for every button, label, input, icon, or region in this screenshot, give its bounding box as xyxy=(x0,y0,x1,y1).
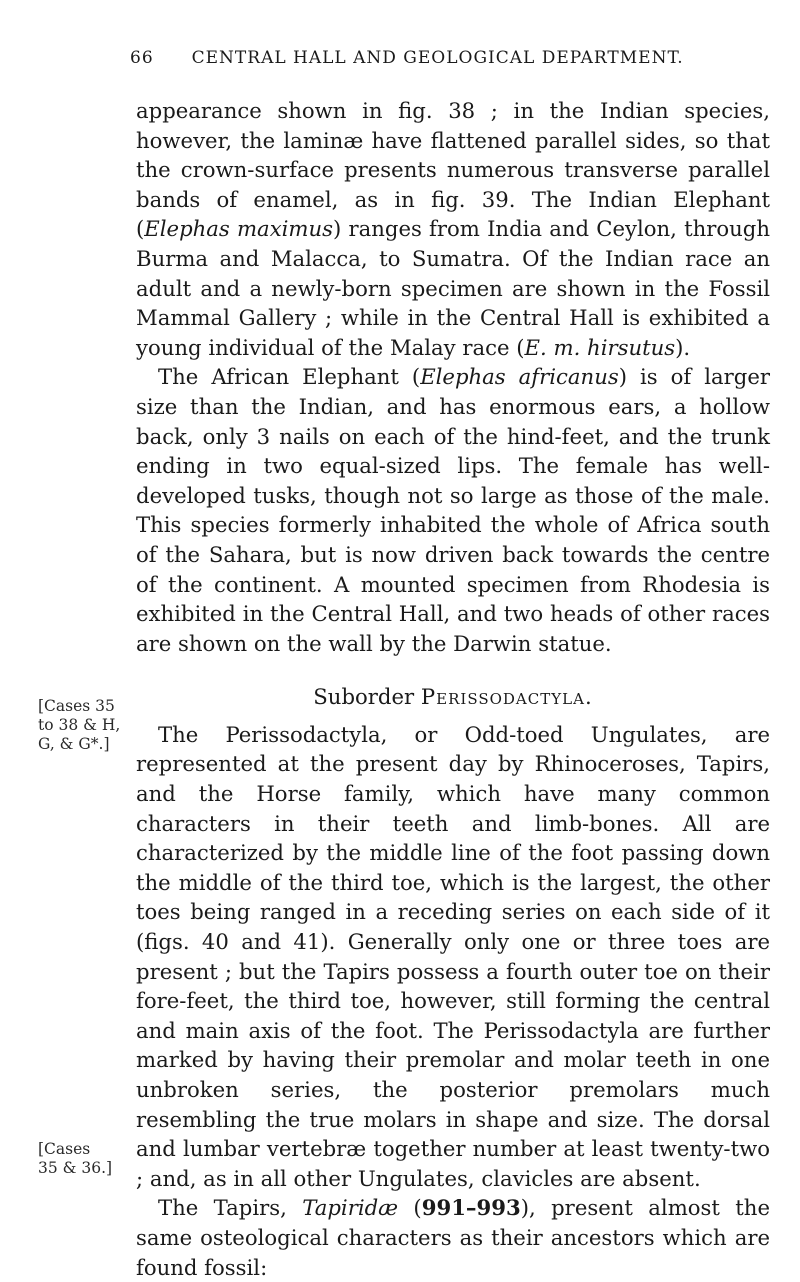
text-run: The African Elephant ( xyxy=(158,364,421,390)
text-run: ). xyxy=(675,334,691,360)
margin-note-cases-35-36 xyxy=(38,1140,134,1178)
running-title: CENTRAL HALL AND GEOLOGICAL DEPARTMENT. xyxy=(191,48,684,68)
paragraph-perissodactyla xyxy=(136,720,770,1194)
running-head xyxy=(130,48,770,68)
margin-note-line: 35 & 36.] xyxy=(38,1159,113,1177)
margin-note-line: to 38 & H, xyxy=(38,716,121,734)
text-run: ( xyxy=(398,1195,422,1221)
margin-note-line: G, & G*.] xyxy=(38,735,110,753)
text-run: ), present almost the same osteological characters as their ancestors which are found fossil: xyxy=(136,1195,770,1280)
text-run: ) is of larger size than the Indian, and has enormous ears, a hollow back, only 3 nails on each of the hind-feet, and the trunk ending in two equal-sized lips. The female has well-developed tusks, though not so large as those of the male. This species formerly inhabited the whole of Africa south of the Sahara, but is now driven back towards the centre of the continent. A mounted specimen from Rhodesia is exhibited in the Central Hall, and two heads of other races are shown on the wall by the Darwin statue. xyxy=(136,364,771,656)
page-number: 66 xyxy=(130,48,154,68)
case-numbers: 991–993 xyxy=(421,1195,521,1221)
species-name: Elephas maximus xyxy=(144,216,334,242)
margin-note-cases-35-38 xyxy=(38,697,134,754)
text-run: ) ranges from India and Ceylon, through Burma and Malacca, to Sumatra. Of the Indian race an adult and a newly-born specimen are shown in the Fossil Mammal Gallery ; while in the Central Hall is exhibited a young individual of the Malay race ( xyxy=(136,216,770,360)
paragraph-african-elephant xyxy=(136,362,770,658)
heading-prefix: Suborder xyxy=(313,684,415,710)
heading-name: Perissodactyla. xyxy=(420,684,593,710)
text-run: appearance shown in fig. 38 ; in the Indian species, however, the laminæ have flattened parallel sides, so that the crown-surface presents numerous transverse parallel bands of enamel, as in fig. 39. The Indian Elephant ( xyxy=(136,98,770,242)
paragraph-indian-elephant xyxy=(136,96,770,362)
margin-note-line: [Cases xyxy=(38,1140,91,1158)
text-run: The Perissodactyla, or Odd-toed Ungulates, are represented at the present day by Rhinoceroses, Tapirs, and the Horse family, which have many common characters in their teeth and limb-bones. All are characterized by the middle line of the foot passing down the middle of the third toe, which is the largest, the other toes being ranged in a receding series on each side of it (figs. 40 and 41). Generally only one or three toes are present ; but the Tapirs possess a fourth outer toe on their fore-feet, the third toe, however, still forming the central and main axis of the foot. The Perissodactyla are further marked by having their premolar and molar teeth in one unbroken series, the posterior premolars much resembling the true molars in shape and size. The dorsal and lumbar vertebræ together number at least twenty-two ; and, as in all other Ungulates, clavicles are absent. xyxy=(136,721,770,1191)
text-run: The Tapirs, xyxy=(158,1195,303,1221)
species-name: Elephas africanus xyxy=(420,364,619,390)
species-name: E. m. hirsutus xyxy=(524,334,676,360)
family-name: Tapiridæ xyxy=(302,1195,399,1221)
section-heading xyxy=(136,682,770,712)
main-text xyxy=(136,96,770,1282)
margin-note-line: [Cases 35 xyxy=(38,697,115,715)
